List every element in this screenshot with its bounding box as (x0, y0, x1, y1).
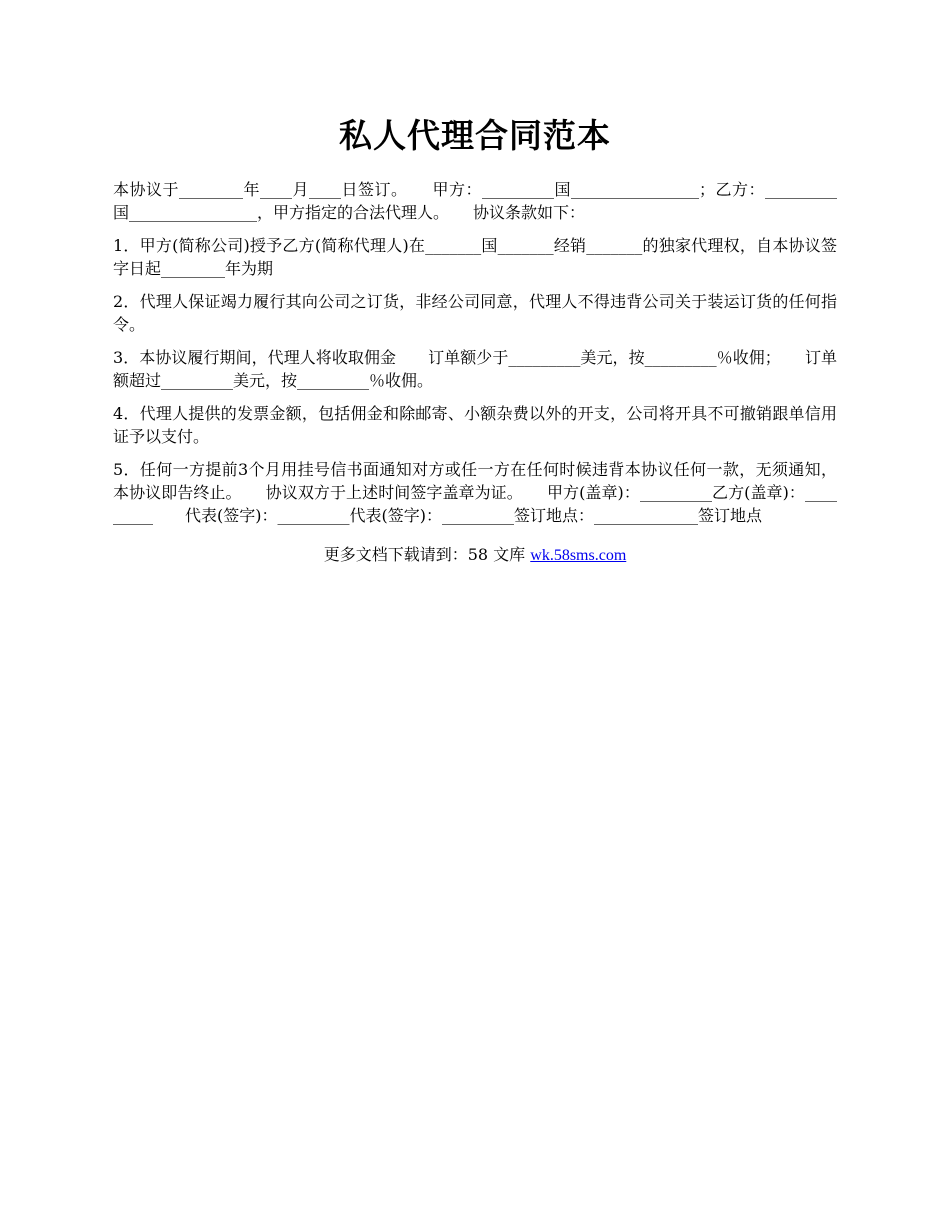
footer-link[interactable]: wk.58sms.com (530, 547, 627, 564)
paragraph-clause-3: 3．本协议履行期间，代理人将收取佣金 订单额少于_________美元，按_________％收佣； 订单额超过_________美元，按_________％收佣。 (113, 348, 837, 390)
download-footer (113, 543, 837, 567)
paragraph-clause-2: 2．代理人保证竭力履行其向公司之订货，非经公司同意，代理人不得违背公司关于装运订货的任何指令。 (113, 292, 837, 334)
footer-prefix: 更多文档下载请到：58 文库 (323, 545, 531, 564)
paragraph-clause-1: 1．甲方(简称公司)授予乙方(简称代理人)在_______国_______经销_______的独家代理权，自本协议签字日起________年为期 (113, 236, 837, 278)
document-title: 私人代理合同范本 (339, 116, 611, 155)
paragraph-intro: 本协议于________年____月____日签订。 甲方：_________国________________；乙方：_________国________________，甲方指定的合法代理人。 协议条款如下： (113, 180, 837, 222)
paragraph-clause-5: 5．任何一方提前3个月用挂号信书面通知对方或任一方在任何时候违背本协议任何一款，无须通知，本协议即告终止。 协议双方于上述时间签字盖章为证。 甲方(盖章)：_________乙方(盖章)：_________ 代表(签字)：_________代表(签字)：_________签订地点：_____________签订地点 (113, 460, 837, 525)
paragraph-clause-4: 4．代理人提供的发票金额，包括佣金和除邮寄、小额杂费以外的开支，公司将开具不可撤销跟单信用证予以支付。 (113, 404, 837, 446)
